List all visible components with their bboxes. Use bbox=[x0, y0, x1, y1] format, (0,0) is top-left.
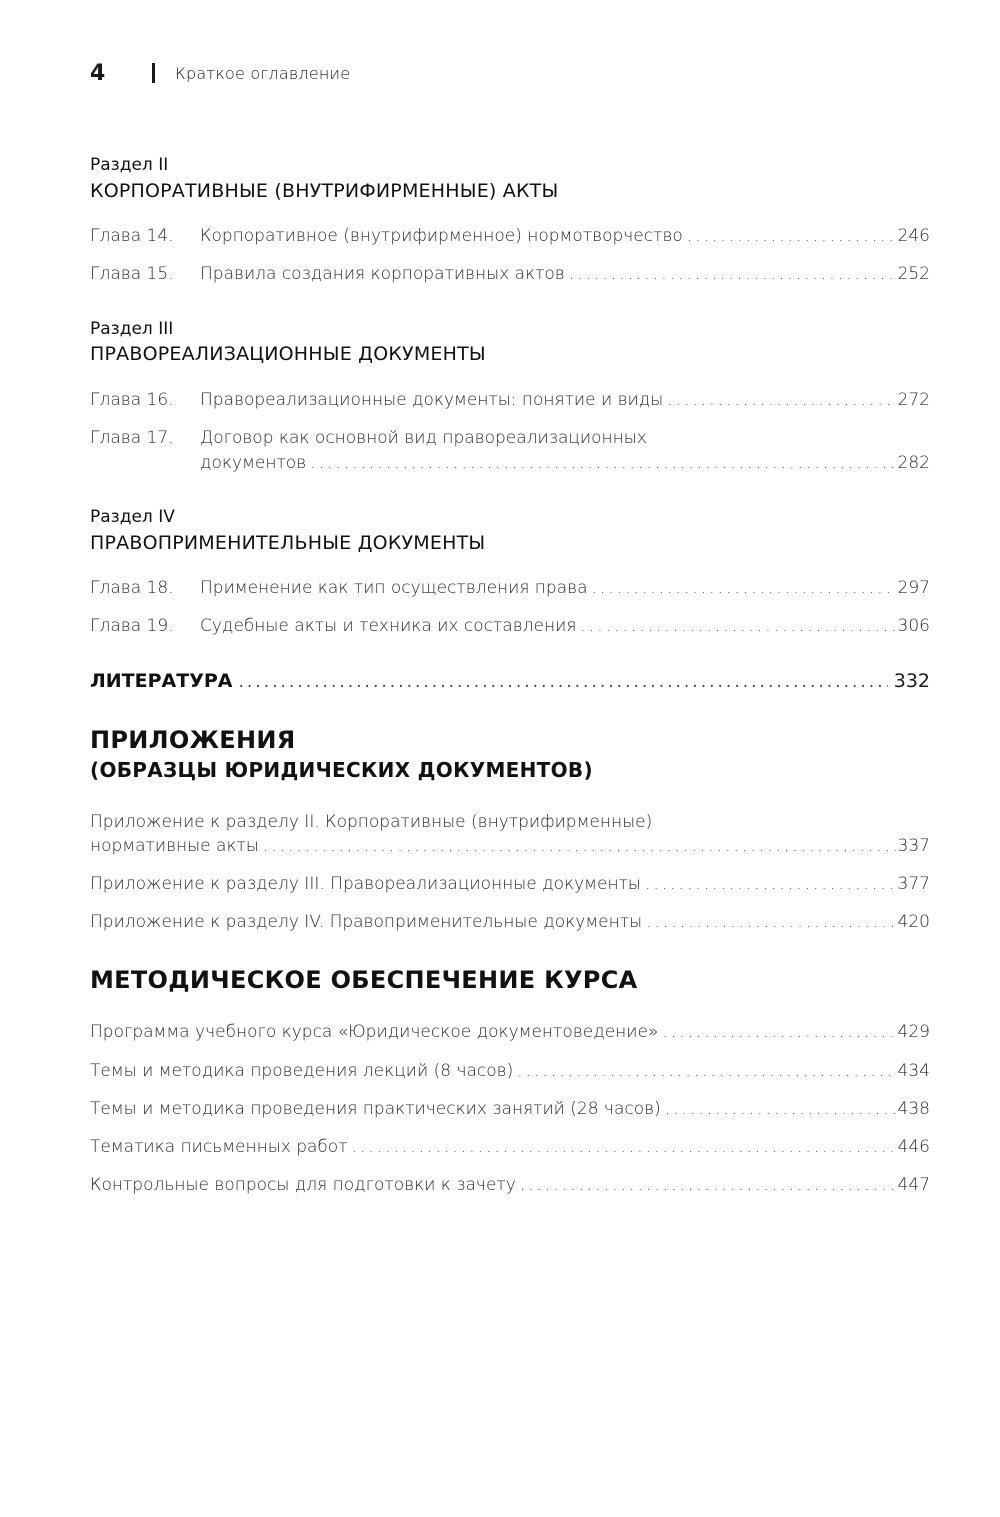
running-title: Краткое оглавление bbox=[175, 63, 351, 83]
appendices-subheading: (ОБРАЗЦЫ ЮРИДИЧЕСКИХ ДОКУМЕНТОВ) bbox=[90, 758, 593, 782]
chapter-number: Глава 19. bbox=[90, 616, 174, 636]
leader-dots bbox=[646, 912, 895, 932]
toc-entry[interactable] bbox=[90, 578, 930, 598]
toc-entry-line1[interactable] bbox=[90, 812, 930, 832]
toc-entry[interactable] bbox=[90, 912, 930, 932]
section-title: ПРАВОПРИМЕНИТЕЛЬНЫЕ ДОКУМЕНТЫ bbox=[90, 532, 486, 554]
entry-title: Корпоративное (внутрифирменное) нормотворчество bbox=[200, 226, 683, 246]
leader-dots bbox=[517, 1061, 895, 1081]
chapter-number: Глава 16. bbox=[90, 390, 174, 410]
header-divider bbox=[152, 63, 155, 83]
section-title: КОРПОРАТИВНЫЕ (ВНУТРИФИРМЕННЫЕ) АКТЫ bbox=[90, 180, 559, 202]
toc-entry-line2[interactable] bbox=[90, 836, 930, 856]
entry-page: 332 bbox=[893, 670, 930, 692]
entry-title-continued: документов bbox=[200, 453, 307, 473]
leader-dots bbox=[310, 453, 895, 473]
entry-page: 337 bbox=[897, 836, 930, 856]
entry-page: 429 bbox=[897, 1022, 930, 1042]
entry-page: 306 bbox=[897, 616, 930, 636]
toc-entry[interactable] bbox=[90, 1175, 930, 1195]
chapter-number: Глава 15. bbox=[90, 264, 174, 284]
toc-entry[interactable] bbox=[90, 226, 930, 246]
toc-entry[interactable] bbox=[90, 264, 930, 284]
entry-title: Приложение к разделу II. Корпоративные (внутрифирменные) bbox=[90, 812, 653, 832]
toc-entry[interactable] bbox=[90, 1061, 930, 1081]
toc-entry-line1[interactable] bbox=[90, 428, 930, 448]
leader-dots bbox=[520, 1175, 896, 1195]
leader-dots bbox=[592, 578, 896, 598]
entry-page: 246 bbox=[897, 226, 930, 246]
entry-title: Темы и методика проведения лекций (8 часов) bbox=[90, 1061, 514, 1081]
entry-title: Тематика письменных работ bbox=[90, 1137, 348, 1157]
entry-page: 377 bbox=[897, 874, 930, 894]
section-label: Раздел II bbox=[90, 155, 169, 175]
entry-page: 297 bbox=[897, 578, 930, 598]
toc-entry[interactable] bbox=[90, 1022, 930, 1042]
section-label: Раздел III bbox=[90, 319, 174, 339]
entry-page: 420 bbox=[897, 912, 930, 932]
section-label: Раздел IV bbox=[90, 507, 175, 527]
section-title: ПРАВОРЕАЛИЗАЦИОННЫЕ ДОКУМЕНТЫ bbox=[90, 343, 486, 365]
entry-page: 447 bbox=[897, 1175, 930, 1195]
entry-title: Правила создания корпоративных актов bbox=[200, 264, 565, 284]
page-number: 4 bbox=[90, 60, 106, 86]
leader-dots bbox=[687, 226, 896, 246]
entry-title: Темы и методика проведения практических занятий (28 часов) bbox=[90, 1099, 661, 1119]
leader-dots bbox=[662, 1022, 895, 1042]
toc-entry[interactable] bbox=[90, 1137, 930, 1157]
leader-dots bbox=[665, 1099, 896, 1119]
leader-dots bbox=[239, 672, 888, 692]
entry-page: 434 bbox=[897, 1061, 930, 1081]
leader-dots bbox=[352, 1137, 896, 1157]
running-head bbox=[90, 58, 350, 88]
entry-title: Правореализационные документы: понятие и виды bbox=[200, 390, 664, 410]
entry-title: Приложение к разделу IV. Правоприменительные документы bbox=[90, 912, 643, 932]
entry-title: Программа учебного курса «Юридическое документоведение» bbox=[90, 1022, 659, 1042]
leader-dots bbox=[569, 264, 896, 284]
leader-dots bbox=[263, 836, 896, 856]
entry-title: Договор как основной вид правореализационных bbox=[200, 428, 647, 448]
toc-entry-literature[interactable] bbox=[90, 670, 930, 692]
chapter-number: Глава 17. bbox=[90, 428, 174, 448]
toc-entry[interactable] bbox=[90, 390, 930, 410]
toc-entry[interactable] bbox=[90, 874, 930, 894]
methods-heading: МЕТОДИЧЕСКОЕ ОБЕСПЕЧЕНИЕ КУРСА bbox=[90, 966, 638, 994]
chapter-number: Глава 18. bbox=[90, 578, 174, 598]
appendices-heading: ПРИЛОЖЕНИЯ bbox=[90, 726, 296, 754]
leader-dots bbox=[645, 874, 896, 894]
entry-title: Приложение к разделу III. Правореализационные документы bbox=[90, 874, 641, 894]
entry-title: Контрольные вопросы для подготовки к зачету bbox=[90, 1175, 516, 1195]
toc-entry-line2[interactable] bbox=[90, 453, 930, 473]
leader-dots bbox=[580, 616, 895, 636]
entry-page: 446 bbox=[897, 1137, 930, 1157]
entry-page: 282 bbox=[897, 453, 930, 473]
entry-page: 438 bbox=[897, 1099, 930, 1119]
entry-page: 252 bbox=[897, 264, 930, 284]
entry-title: Судебные акты и техника их составления bbox=[200, 616, 577, 636]
toc-entry[interactable] bbox=[90, 1099, 930, 1119]
entry-title: Применение как тип осуществления права bbox=[200, 578, 588, 598]
literature-label: ЛИТЕРАТУРА bbox=[90, 670, 233, 692]
entry-title-continued: нормативные акты bbox=[90, 836, 259, 856]
leader-dots bbox=[667, 390, 895, 410]
chapter-number: Глава 14. bbox=[90, 226, 174, 246]
entry-page: 272 bbox=[897, 390, 930, 410]
toc-entry[interactable] bbox=[90, 616, 930, 636]
